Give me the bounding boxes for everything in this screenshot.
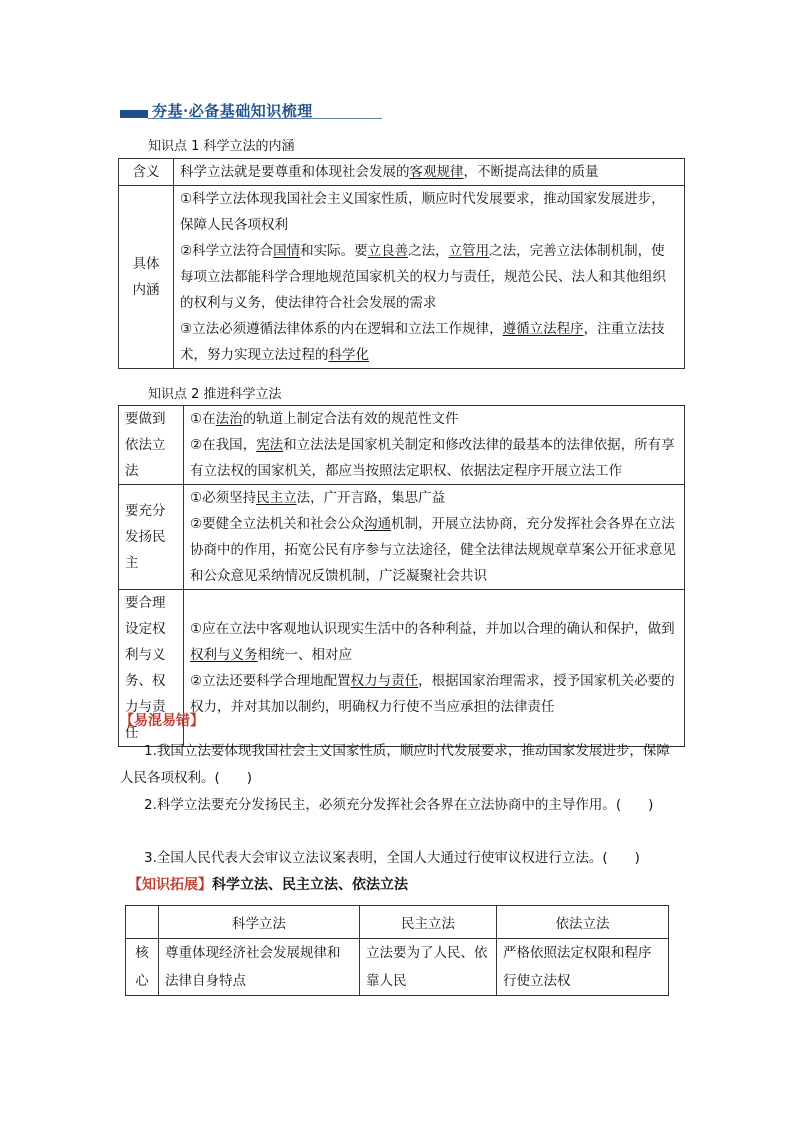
text: ②要健全立法机关和社会公众 xyxy=(190,516,365,532)
table-advance-legislation xyxy=(118,405,685,747)
section-banner xyxy=(120,100,382,122)
knowledge-point-1-title: 知识点 1 科学立法的内涵 xyxy=(148,139,295,154)
table-row xyxy=(126,939,669,996)
para xyxy=(190,511,678,589)
banner-title: 夯基·必备基础知识梳理 xyxy=(152,102,313,120)
underlined-term: 权力与责任 xyxy=(350,673,419,689)
para xyxy=(190,668,678,720)
text: 和立法法是国家机关制定和修改法律的最基本的法律依据，所有享有立法权的国家机关，都应当按照法定职权、依据法定程序开展立法工作 xyxy=(190,437,675,479)
para xyxy=(190,406,678,432)
question-1: 1.我国立法要体现我国社会主义国家性质，顺应时代发展要求，推动国家发展进步，保障人民各项权利。( ) xyxy=(120,743,670,786)
text: ①在 xyxy=(190,411,216,427)
underlined-term: 法治 xyxy=(215,411,243,427)
row-head: 要合理设定权利与义务、权力与责任 xyxy=(119,590,184,747)
row-content xyxy=(184,406,685,485)
text: 科学立法就是要尊重和体现社会发展的 xyxy=(180,164,410,180)
text: 之法， xyxy=(408,243,449,259)
table-row xyxy=(119,186,685,369)
row-head-core: 核心 xyxy=(126,939,159,996)
text: 和实际。要 xyxy=(300,243,368,259)
text: ②科学立法符合 xyxy=(180,243,274,259)
underlined-term: 遵循立法程序 xyxy=(502,321,584,337)
extension-tag: 【知识拓展】 xyxy=(128,877,212,893)
row-head: 要做到依法立法 xyxy=(119,406,184,485)
extension-heading xyxy=(128,874,408,894)
text: ①应在立法中客观地认识现实生活中的各种利益，并加以合理的确认和保护，做到 xyxy=(190,621,675,637)
underlined-term: 国情 xyxy=(273,243,301,259)
para xyxy=(190,432,678,484)
text: ②在我国， xyxy=(190,437,257,453)
confusion-heading: 【易混易错】 xyxy=(120,713,204,729)
para xyxy=(190,485,678,511)
column-header xyxy=(126,906,159,939)
column-header: 民主立法 xyxy=(360,906,497,939)
question-2: 2.科学立法要充分发扬民主，必须充分发挥社会各界在立法协商中的主导作用。( ) xyxy=(144,797,654,813)
text: ③立法必须遵循法律体系的内在逻辑和立法工作规律， xyxy=(180,321,503,337)
content-para-3 xyxy=(180,316,678,368)
banner-bar xyxy=(120,110,148,118)
head-line: 内涵 xyxy=(132,282,160,298)
text: 的轨道上制定合法有效的规范性文件 xyxy=(242,411,459,427)
banner-underline xyxy=(148,118,382,119)
meaning-cell xyxy=(174,159,685,186)
text: 之法，完善立法体制机制，使每项立法都能科学合理地规范国家机关的权力与责任，规范公民、法人和其他组织的权利与义务，使法律符合社会发展的需求 xyxy=(180,243,666,311)
table-legislation-meaning xyxy=(118,158,685,369)
underlined-term: 科学化 xyxy=(328,347,369,363)
underlined-term: 立管用 xyxy=(448,243,490,259)
table-legislation-comparison xyxy=(125,905,669,996)
table-cell: 立法要为了人民、依靠人民 xyxy=(360,939,497,996)
content-cell xyxy=(174,186,685,369)
text: ，不断提高法律的质量 xyxy=(463,164,599,180)
table-cell: 严格依照法定权限和程序行使立法权 xyxy=(497,939,669,996)
table-row xyxy=(119,485,685,590)
column-header: 依法立法 xyxy=(497,906,669,939)
text: ①必须坚持 xyxy=(190,490,257,506)
column-header: 科学立法 xyxy=(159,906,360,939)
text: ，注重立法技术，努力实现立法过程的 xyxy=(180,321,665,363)
underlined-term: 宪法 xyxy=(256,437,284,453)
underlined-term: 民主立 xyxy=(256,490,297,506)
para xyxy=(190,616,678,668)
row-content xyxy=(184,590,685,747)
content-para-1: ①科学立法体现我国社会主义国家性质，顺应时代发展要求，推动国家发展进步，保障人民各项权利 xyxy=(180,191,665,233)
extension-title: 科学立法、民主立法、依法立法 xyxy=(212,877,408,893)
text: 法，广开言路，集思广益 xyxy=(296,490,446,506)
underlined-term: 权利与义务 xyxy=(190,647,258,663)
row-content xyxy=(184,485,685,590)
table-row xyxy=(119,159,685,186)
knowledge-point-2-title: 知识点 2 推进科学立法 xyxy=(148,387,282,402)
row-head-meaning: 含义 xyxy=(119,159,174,186)
table-header-row xyxy=(126,906,669,939)
underlined-term: 客观规律 xyxy=(409,164,464,180)
question-3: 3.全国人民代表大会审议立法议案表明，全国人大通过行使审议权进行立法。( ) xyxy=(144,850,640,866)
text: 相统一、相对应 xyxy=(257,647,352,663)
underlined-term: 立良善 xyxy=(367,243,409,259)
row-head: 要充分发扬民主 xyxy=(119,485,184,590)
table-cell: 尊重体现经济社会发展规律和法律自身特点 xyxy=(159,939,360,996)
text: ②立法还要科学合理地配置 xyxy=(190,673,351,689)
text: 机制，开展立法协商，充分发挥社会各界在立法协商中的作用，拓宽公民有序参与立法途径，健全法律法规规章草案公开征求意见和公众意见采纳情况反馈机制，广泛凝聚社会共识 xyxy=(190,516,676,584)
row-head-content xyxy=(119,186,174,369)
content-para-2 xyxy=(180,238,678,316)
text: ，根据国家治理需求，授予国家机关必要的权力，并对其加以制约，明确权力行使不当应承担的法律责任 xyxy=(190,673,675,715)
underlined-term: 沟通 xyxy=(364,516,392,532)
head-line: 具体 xyxy=(132,256,160,272)
table-row xyxy=(119,406,685,485)
